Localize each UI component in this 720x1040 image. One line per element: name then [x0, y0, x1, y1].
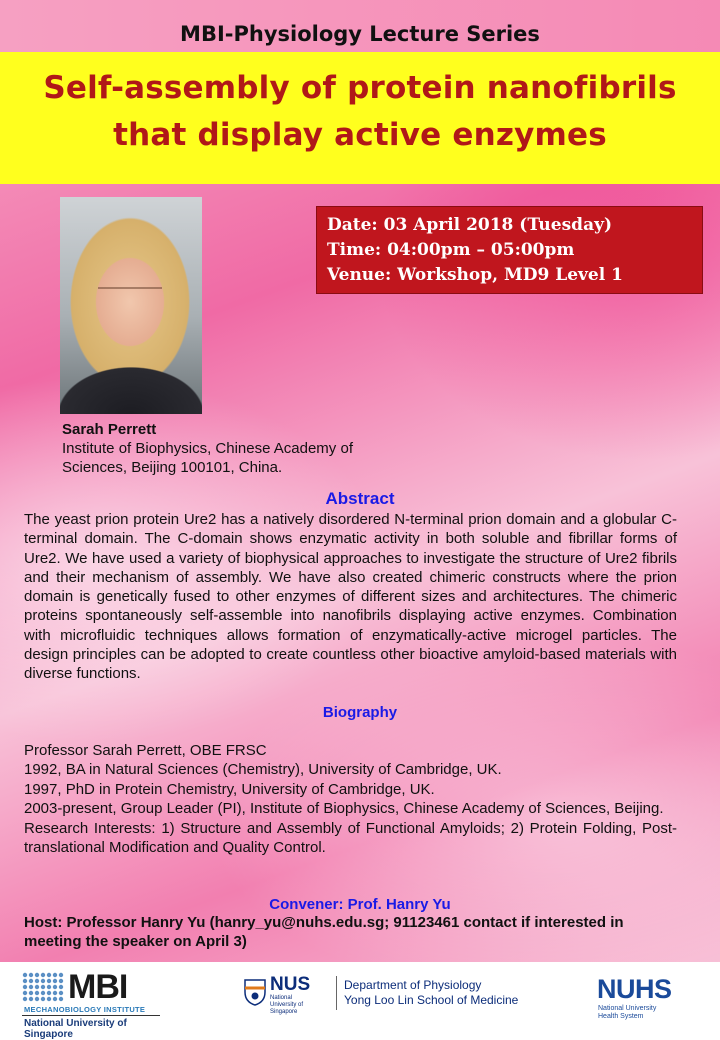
nuhs-acronym: NUHS — [597, 974, 672, 1004]
nus-physiology-logo — [244, 974, 544, 1024]
nus-full-name: National University of Singapore — [270, 995, 304, 1015]
event-venue: Venue: Workshop, MD9 Level 1 — [327, 265, 623, 285]
host-info: Host: Professor Hanry Yu (hanry_yu@nuhs.edu.sg; 91123461 contact if interested in meeting the speaker on April 3) — [24, 914, 624, 950]
lecture-series-label: MBI-Physiology Lecture Series — [180, 22, 540, 46]
biography-list — [24, 741, 677, 857]
speaker-name: Sarah Perrett — [62, 421, 157, 438]
nus-divider — [336, 976, 337, 1010]
nuhs-full-name-line-1: National University — [598, 1005, 657, 1012]
event-date: Date: 03 April 2018 (Tuesday) — [327, 215, 612, 235]
speaker-affiliation — [62, 439, 392, 477]
biography-line: Professor Sarah Perrett, OBE FRSC — [24, 742, 267, 759]
nus-crest-icon — [244, 978, 266, 1006]
biography-heading: Biography — [322, 704, 398, 721]
nuhs-full-name — [598, 1005, 656, 1021]
biography-line: 2003-present, Group Leader (PI), Institute of Biophysics, Chinese Academy of Sciences, Beijing. — [24, 800, 664, 818]
nus-acronym: NUS — [270, 974, 311, 995]
speaker-photo-glasses — [98, 287, 162, 305]
convener-label: Convener: Prof. Hanry Yu — [269, 896, 451, 913]
abstract-text: The yeast prion protein Ure2 has a natively disordered N-terminal prion domain and a globular C-terminal domain. The C-domain shows enzymatic activity in both soluble and fibrillar forms of Ure2. We have used a variety of biophysical approaches to investigate the structure of Ure2 fibrils and their mechanism of assembly. We have also created chimeric constructs where the prion domain is genetically fused to other enzymes of different sizes and architectures. The chimeric proteins spontaneously self-assemble into nanofibrils displaying active enzymes. Combination with microfluidic techniques allows formation of enzymatically-active microgel particles. The design principles can be adopted to create countless other bioactive amyloid-based materials with diverse functions. — [24, 511, 677, 683]
mbi-university: National University of Singapore — [24, 1018, 127, 1040]
nuhs-logo — [597, 974, 707, 1024]
biography-line: 1997, PhD in Protein Chemistry, University of Cambridge, UK. — [24, 780, 435, 798]
biography-line: Research Interests: 1) Structure and Assembly of Functional Amyloids; 2) Protein Folding, Post-translational Modification and Quality Control. — [24, 819, 677, 857]
mbi-acronym: MBI — [68, 968, 128, 1006]
event-time: Time: 04:00pm – 05:00pm — [327, 240, 575, 260]
mbi-divider — [22, 1015, 160, 1016]
nuhs-full-name-line-2: Health System — [598, 1013, 644, 1020]
speaker-affiliation-line-1: Institute of Biophysics, Chinese Academy of — [62, 440, 353, 457]
abstract-heading: Abstract — [325, 489, 395, 508]
school-name: Yong Loo Lin School of Medicine — [344, 993, 519, 1007]
speaker-affiliation-line-2: Sciences, Beijing 100101, China. — [62, 459, 283, 476]
talk-title-line-1: Self-assembly of protein nanofibrils — [43, 70, 677, 106]
event-details-box — [316, 206, 703, 294]
mbi-logo — [22, 968, 172, 1040]
talk-title-line-2: that display active enzymes — [113, 117, 607, 153]
speaker-photo-shoulders — [60, 356, 202, 414]
biography-line: 1992, BA in Natural Sciences (Chemistry), University of Cambridge, UK. — [24, 761, 502, 779]
department-name: Department of Physiology — [344, 978, 482, 992]
mbi-dot-grid-icon — [22, 972, 66, 1002]
speaker-photo — [60, 197, 202, 414]
mbi-full-name: MECHANOBIOLOGY INSTITUTE — [24, 1005, 146, 1014]
